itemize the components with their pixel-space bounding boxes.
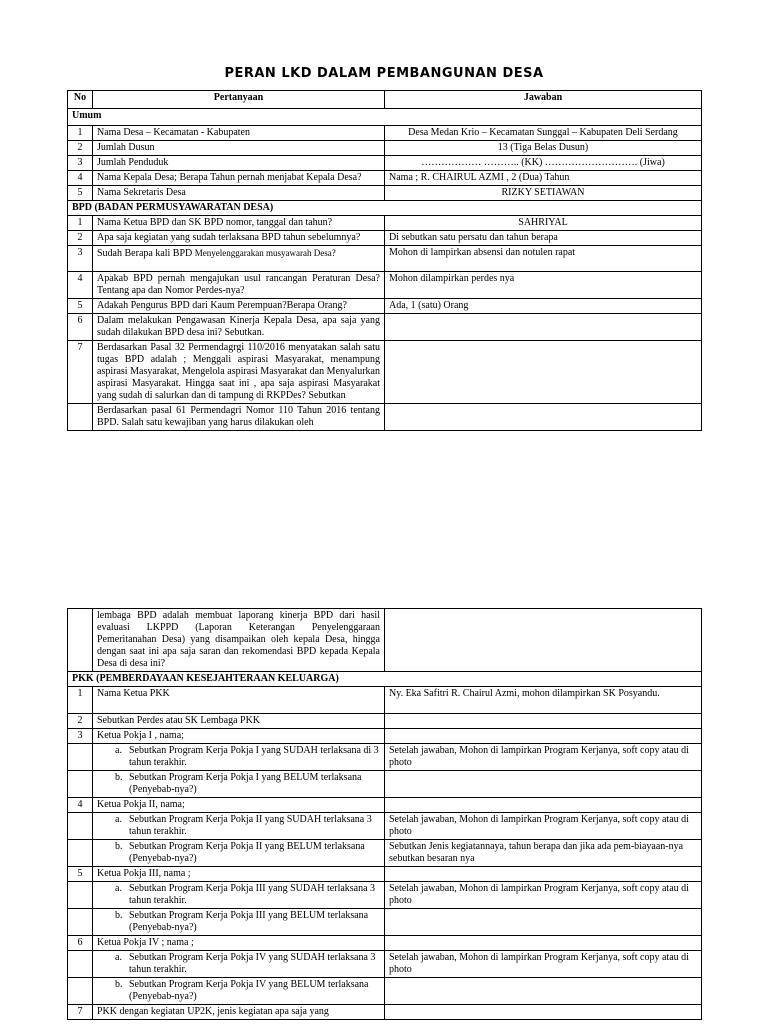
sub-question: Sebutkan Program Kerja Pokja I yang SUDAH terlaksana di 3 tahun terakhir. [129, 745, 379, 768]
answer-cell: Setelah jawaban, Mohon di lampirkan Program Kerjanya, soft copy atau di photo [385, 813, 702, 840]
row-number: 7 [68, 341, 93, 404]
question-cell: Ketua Pokja III, nama ; [93, 867, 385, 882]
answer-cell [385, 1005, 702, 1020]
sub-question: Sebutkan Program Kerja Pokja III yang BELUM terlaksana (Penyebab-nya?) [129, 910, 369, 933]
question-cell: Adakah Pengurus BPD dari Kaum Perempuan?Berapa Orang? [93, 299, 385, 314]
table-row [68, 231, 702, 246]
sub-question: Sebutkan Program Kerja Pokja IV yang BELUM terlaksana (Penyebab-nya?) [129, 979, 369, 1002]
question-cell [93, 951, 385, 978]
list-marker: a. [115, 745, 122, 756]
question-cell [93, 744, 385, 771]
row-number: 6 [68, 314, 93, 341]
row-number: 6 [68, 936, 93, 951]
question-cell: Nama Ketua PKK [93, 687, 385, 714]
header-answer: Jawaban [385, 91, 702, 109]
answer-cell [385, 404, 702, 431]
table-row [68, 341, 702, 404]
answer-cell [385, 341, 702, 404]
table-row [68, 798, 702, 813]
question-cell: Berdasarkan Pasal 32 Permendagrgi 110/2016 menyatakan salah satu tugas BPD adalah ; Menggali aspirasi Masyarakat, menampung aspirasi Masyarakat, Mengelola aspirasi Masyarakat dan Menyalurkan aspirasi Masyarakat. Hingga saat ini , apa saja aspirasi Masyarakat yang sudah di salurkan dan di tampung di RKPDes? Sebutkan [93, 341, 385, 404]
row-number [68, 744, 93, 771]
question-text: Sudah Berapa kali BPD [97, 248, 193, 259]
row-number [68, 840, 93, 867]
question-cell: Ketua Pokja II, nama; [93, 798, 385, 813]
question-cell [93, 882, 385, 909]
sub-question: Sebutkan Program Kerja Pokja III yang SUDAH terlaksana 3 tahun terakhir. [129, 883, 376, 906]
question-cell: Nama Kepala Desa; Berapa Tahun pernah menjabat Kepala Desa? [93, 171, 385, 186]
answer-cell [385, 909, 702, 936]
answer-cell [385, 798, 702, 813]
answer-cell: Setelah jawaban, Mohon di lampirkan Program Kerjanya, soft copy atau di photo [385, 744, 702, 771]
row-number [68, 813, 93, 840]
list-marker: a. [115, 952, 122, 963]
table-row [68, 186, 702, 201]
section-row-pkk [68, 672, 702, 687]
question-cell: Apa saja kegiatan yang sudah terlaksana BPD tahun sebelumnya? [93, 231, 385, 246]
table-row [68, 216, 702, 231]
row-number: 1 [68, 126, 93, 141]
answer-cell: Nama ; R. CHAIRUL AZMI , 2 (Dua) Tahun [385, 171, 702, 186]
questionnaire-table-page-2 [67, 608, 702, 1020]
table-row [68, 840, 702, 867]
question-cell: Jumlah Dusun [93, 141, 385, 156]
question-cell [93, 840, 385, 867]
table-row [68, 978, 702, 1005]
row-number: 3 [68, 246, 93, 272]
sub-question: Sebutkan Program Kerja Pokja II yang BELUM terlaksana (Penyebab-nya?) [129, 841, 365, 864]
table-row [68, 1005, 702, 1020]
table-row [68, 609, 702, 672]
table-row [68, 813, 702, 840]
answer-cell: Setelah jawaban, Mohon di lampirkan Program Kerjanya, soft copy atau di photo [385, 951, 702, 978]
header-no: No [68, 91, 93, 109]
row-number: 3 [68, 729, 93, 744]
table-row [68, 404, 702, 431]
question-cell [93, 813, 385, 840]
answer-cell: 13 (Tiga Belas Dusun) [385, 141, 702, 156]
sub-question: Sebutkan Program Kerja Pokja IV yang SUDAH terlaksana 3 tahun terakhir. [129, 952, 376, 975]
table-row [68, 126, 702, 141]
section-title-umum: Umum [68, 109, 702, 126]
row-number: 7 [68, 1005, 93, 1020]
answer-cell: Sebutkan Jenis kegiatannaya, tahun berapa dan jika ada pem-biayaan-nya sebutkan besaran nya [385, 840, 702, 867]
question-cell: Jumlah Penduduk [93, 156, 385, 171]
answer-cell [385, 609, 702, 672]
question-cell [93, 246, 385, 272]
table-row [68, 744, 702, 771]
row-number [68, 909, 93, 936]
table-row [68, 272, 702, 299]
question-cell: Ketua Pokja IV ; nama ; [93, 936, 385, 951]
answer-cell [385, 729, 702, 744]
answer-cell: Setelah jawaban, Mohon di lampirkan Program Kerjanya, soft copy atau di photo [385, 882, 702, 909]
answer-cell: SAHRIYAL [385, 216, 702, 231]
table-row [68, 729, 702, 744]
table-row [68, 909, 702, 936]
question-cell: Ketua Pokja I , nama; [93, 729, 385, 744]
question-cell [93, 771, 385, 798]
question-text-small: Menyelenggarakan musyawarah Desa? [194, 248, 336, 258]
table-header-row [68, 91, 702, 109]
section-row-umum [68, 109, 702, 126]
questionnaire-table-page-1 [67, 90, 702, 431]
answer-cell [385, 978, 702, 1005]
table-row [68, 314, 702, 341]
question-cell: Nama Ketua BPD dan SK BPD nomor, tanggal dan tahun? [93, 216, 385, 231]
row-number [68, 609, 93, 672]
table-row [68, 299, 702, 314]
table-row [68, 936, 702, 951]
question-cell: Nama Sekretaris Desa [93, 186, 385, 201]
answer-cell: Ny. Eka Safitri R. Chairul Azmi, mohon dilampirkan SK Posyandu. [385, 687, 702, 714]
answer-cell: RIZKY SETIAWAN [385, 186, 702, 201]
row-number: 1 [68, 216, 93, 231]
row-number: 3 [68, 156, 93, 171]
row-number: 4 [68, 798, 93, 813]
row-number [68, 951, 93, 978]
table-row [68, 246, 702, 272]
question-cell [93, 978, 385, 1005]
answer-cell: Di sebutkan satu persatu dan tahun berapa [385, 231, 702, 246]
question-cell: lembaga BPD adalah membuat laporang kinerja BPD dari hasil evaluasi LKPPD (Laporan Keterangan Penyelenggaraan Pemeritanahan Desa) yang disampaikan oleh kepala Desa, hingga dengan saat ini apa saja saran dan rekomendasi BPD kepada Kepala Desa di desa ini? [93, 609, 385, 672]
answer-cell: ……………… ……….. (KK) ………………………. (Jiwa) [385, 156, 702, 171]
row-number: 2 [68, 714, 93, 729]
list-marker: b. [115, 841, 123, 852]
section-title-pkk: PKK (PEMBERDAYAAN KESEJAHTERAAN KELUARGA) [68, 672, 702, 687]
list-marker: a. [115, 814, 122, 825]
list-marker: b. [115, 979, 123, 990]
answer-cell: Mohon dilampirkan perdes nya [385, 272, 702, 299]
answer-cell [385, 867, 702, 882]
table-row [68, 171, 702, 186]
row-number [68, 978, 93, 1005]
answer-cell: Desa Medan Krio – Kecamatan Sunggal – Kabupaten Deli Serdang [385, 126, 702, 141]
row-number: 1 [68, 687, 93, 714]
answer-cell [385, 314, 702, 341]
question-cell: Sebutkan Perdes atau SK Lembaga PKK [93, 714, 385, 729]
page-title: PERAN LKD DALAM PEMBANGUNAN DESA [224, 66, 544, 81]
row-number: 4 [68, 171, 93, 186]
header-question: Pertanyaan [93, 91, 385, 109]
answer-cell [385, 936, 702, 951]
table-row [68, 687, 702, 714]
question-cell: Berdasarkan pasal 61 Permendagri Nomor 110 Tahun 2016 tentang BPD. Salah satu kewajiban yang harus dilakukan oleh [93, 404, 385, 431]
row-number: 5 [68, 186, 93, 201]
row-number [68, 771, 93, 798]
question-cell: PKK dengan kegiatan UP2K, jenis kegiatan apa saja yang [93, 1005, 385, 1020]
row-number [68, 404, 93, 431]
row-number [68, 882, 93, 909]
row-number: 2 [68, 141, 93, 156]
row-number: 5 [68, 299, 93, 314]
section-row-bpd [68, 201, 702, 216]
section-title-bpd: BPD (BADAN PERMUSYAWARATAN DESA) [68, 201, 702, 216]
answer-cell [385, 771, 702, 798]
list-marker: a. [115, 883, 122, 894]
question-cell: Dalam melakukan Pengawasan Kinerja Kepala Desa, apa saja yang sudah dilakukan BPD desa ini? Sebutkan. [93, 314, 385, 341]
answer-cell: Mohon di lampirkan absensi dan notulen rapat [385, 246, 702, 272]
sub-question: Sebutkan Program Kerja Pokja II yang SUDAH terlaksana 3 tahun terakhir. [129, 814, 372, 837]
row-number: 2 [68, 231, 93, 246]
table-row [68, 714, 702, 729]
answer-cell [385, 714, 702, 729]
table-row [68, 867, 702, 882]
question-cell [93, 909, 385, 936]
answer-cell: Ada, 1 (satu) Orang [385, 299, 702, 314]
row-number: 4 [68, 272, 93, 299]
list-marker: b. [115, 772, 123, 783]
table-row [68, 951, 702, 978]
table-row [68, 156, 702, 171]
row-number: 5 [68, 867, 93, 882]
table-row [68, 771, 702, 798]
table-row [68, 141, 702, 156]
question-cell: Nama Desa – Kecamatan - Kabupaten [93, 126, 385, 141]
sub-question: Sebutkan Program Kerja Pokja I yang BELUM terlaksana (Penyebab-nya?) [129, 772, 362, 795]
question-cell: Apakab BPD pernah mengajukan usul rancangan Peraturan Desa? Tentang apa dan Nomor Perdes-nya? [93, 272, 385, 299]
table-row [68, 882, 702, 909]
list-marker: b. [115, 910, 123, 921]
